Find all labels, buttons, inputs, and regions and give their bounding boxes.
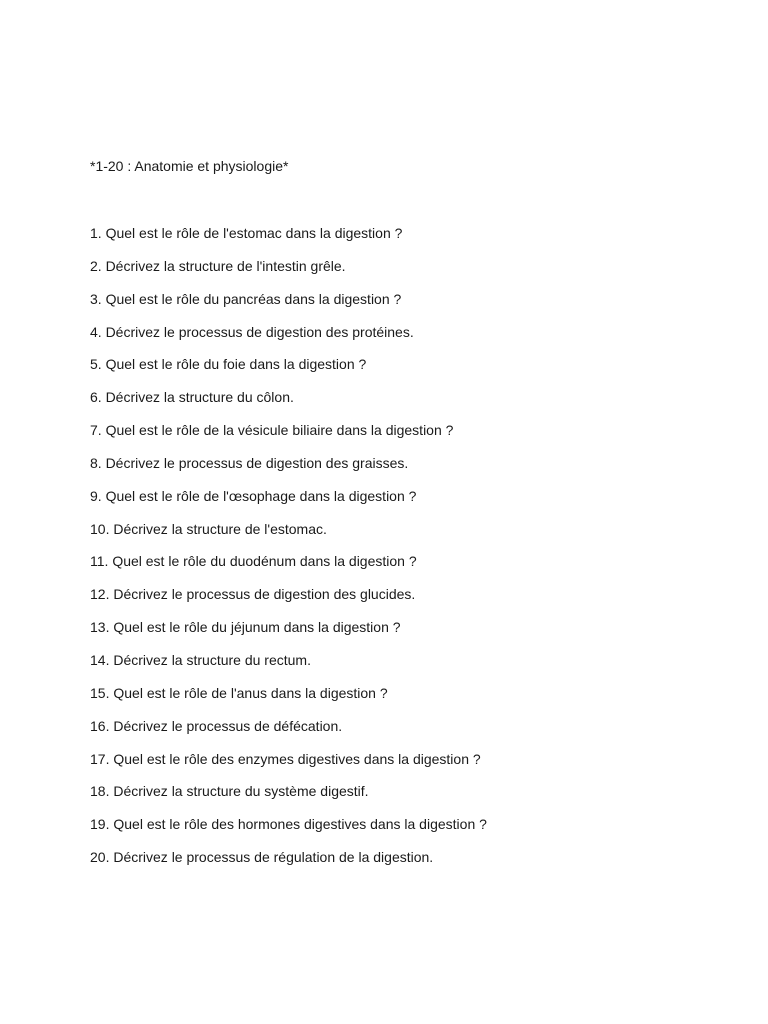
question-item: 12. Décrivez le processus de digestion des glucides. bbox=[90, 586, 416, 603]
question-list bbox=[90, 224, 487, 881]
question-item: 7. Quel est le rôle de la vésicule biliaire dans la digestion ? bbox=[90, 422, 454, 439]
question-item: 19. Quel est le rôle des hormones digestives dans la digestion ? bbox=[90, 816, 487, 833]
question-item: 5. Quel est le rôle du foie dans la digestion ? bbox=[90, 356, 367, 373]
question-item: 17. Quel est le rôle des enzymes digestives dans la digestion ? bbox=[90, 750, 481, 767]
question-item: 2. Décrivez la structure de l'intestin grêle. bbox=[90, 257, 346, 274]
question-item: 16. Décrivez le processus de défécation. bbox=[90, 717, 343, 734]
question-item: 20. Décrivez le processus de régulation de la digestion. bbox=[90, 849, 434, 866]
question-item: 9. Quel est le rôle de l'œsophage dans la digestion ? bbox=[90, 487, 417, 504]
question-item: 10. Décrivez la structure de l'estomac. bbox=[90, 520, 327, 537]
question-item: 14. Décrivez la structure du rectum. bbox=[90, 651, 311, 668]
section-heading: *1-20 : Anatomie et physiologie* bbox=[90, 158, 289, 174]
question-item: 15. Quel est le rôle de l'anus dans la digestion ? bbox=[90, 684, 388, 701]
question-item: 13. Quel est le rôle du jéjunum dans la digestion ? bbox=[90, 619, 401, 636]
question-item: 1. Quel est le rôle de l'estomac dans la digestion ? bbox=[90, 225, 403, 241]
question-item: 8. Décrivez le processus de digestion des graisses. bbox=[90, 454, 409, 471]
question-item: 6. Décrivez la structure du côlon. bbox=[90, 389, 294, 406]
question-item: 11. Quel est le rôle du duodénum dans la digestion ? bbox=[90, 553, 417, 570]
question-item: 3. Quel est le rôle du pancréas dans la digestion ? bbox=[90, 290, 402, 307]
question-item: 4. Décrivez le processus de digestion des protéines. bbox=[90, 323, 414, 340]
question-item: 18. Décrivez la structure du système digestif. bbox=[90, 783, 369, 800]
